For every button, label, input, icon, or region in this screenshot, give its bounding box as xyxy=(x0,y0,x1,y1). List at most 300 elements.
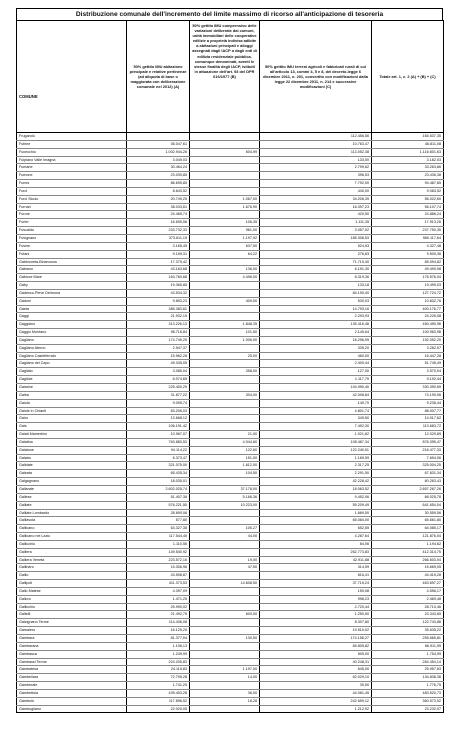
cell-col-b xyxy=(190,289,260,297)
cell-total: 463.697,27 xyxy=(372,580,444,588)
cell-comune: Gagliato xyxy=(17,368,127,376)
cell-col-b: 1.612,00 xyxy=(190,462,260,470)
cell-col-b: 409,50 xyxy=(190,297,260,305)
cell-col-a: 16.695,56 xyxy=(127,219,190,227)
cell-col-b: 637,50 xyxy=(190,242,260,250)
cell-col-a: 373.611,19 xyxy=(127,234,190,242)
cell-col-a: 114.436,08 xyxy=(127,619,190,627)
cell-comune: Funes xyxy=(17,180,127,188)
table-row xyxy=(17,635,444,643)
cell-comune: Gallio xyxy=(17,572,127,580)
cell-col-a: 20.749,25 xyxy=(127,195,190,203)
cell-col-b xyxy=(190,572,260,580)
cell-col-a: 385.383,61 xyxy=(127,305,190,313)
cell-col-b: 36,00 xyxy=(190,689,260,697)
cell-total: 641.654,04 xyxy=(372,501,444,509)
cell-col-b: 64,22 xyxy=(190,250,260,258)
cell-comune: Galatro xyxy=(17,454,127,462)
cell-comune: Galzignano Terme xyxy=(17,619,127,627)
cell-comune: Gamberale xyxy=(17,682,127,690)
table-row xyxy=(17,407,444,415)
cell-col-b xyxy=(190,399,260,407)
cell-col-a: 13.668,12 xyxy=(127,415,190,423)
cell-col-b: 25,00 xyxy=(190,352,260,360)
cell-col-c: 122.240,51 xyxy=(260,446,372,454)
cell-col-b: 10.223,00 xyxy=(190,501,260,509)
cell-col-a: 43.534,32 xyxy=(127,289,190,297)
table-row xyxy=(17,258,444,266)
cell-col-a: 15.306,96 xyxy=(127,564,190,572)
table-row xyxy=(17,274,444,282)
cell-comune: Gambara xyxy=(17,635,127,643)
cell-col-b: 1.676,90 xyxy=(190,203,260,211)
cell-col-c: 2.291,50 xyxy=(260,470,372,478)
cell-total: 16.447,28 xyxy=(372,352,444,360)
table-row xyxy=(17,446,444,454)
cell-total: 1.754,99 xyxy=(372,650,444,658)
cell-comune: Furci Siculo xyxy=(17,195,127,203)
cell-col-a: 576.221,55 xyxy=(127,501,190,509)
cell-col-c: 42.008,84 xyxy=(260,391,372,399)
cell-col-c: 262.773,83 xyxy=(260,548,372,556)
cell-col-c: 16.296,95 xyxy=(260,336,372,344)
cell-comune: Galtelli xyxy=(17,611,127,619)
cell-total: 412.314,75 xyxy=(372,548,444,556)
cell-col-c: 2.293,93 xyxy=(260,313,372,321)
cell-total: 325.004,25 xyxy=(372,462,444,470)
cell-comune: Gaggi xyxy=(17,313,127,321)
cell-col-a: 22.020,05 xyxy=(127,705,190,713)
cell-col-a: 313.226,13 xyxy=(127,321,190,329)
cell-col-a: 18.035,01 xyxy=(127,478,190,486)
cell-comune: Galliera Veneta xyxy=(17,556,127,564)
cell-col-a: 30.464,24 xyxy=(127,164,190,172)
cell-col-b: 19,00 xyxy=(190,556,260,564)
cell-col-a: 2.947,37 xyxy=(127,344,190,352)
cell-total: 67.831,34 xyxy=(372,470,444,478)
cell-col-a: 1.002.944,26 xyxy=(127,148,190,156)
table-row xyxy=(17,619,444,627)
cell-col-b: 961,00 xyxy=(190,227,260,235)
cell-comune: Furore xyxy=(17,211,127,219)
table-row xyxy=(17,344,444,352)
table-row xyxy=(17,336,444,344)
table-row xyxy=(17,556,444,564)
cell-total: 121.876,04 xyxy=(372,533,444,541)
cell-total: 89.094,82 xyxy=(372,258,444,266)
cell-comune: Frugarolo xyxy=(17,133,127,141)
cell-col-c: 524,53 xyxy=(260,242,372,250)
cell-col-c: 37.715,24 xyxy=(260,580,372,588)
cell-col-a: 233.732,33 xyxy=(127,227,190,235)
table-row xyxy=(17,187,444,195)
cell-col-b: 104,50 xyxy=(190,470,260,478)
table-row xyxy=(17,148,444,156)
table-row xyxy=(17,227,444,235)
cell-col-c: 1.250,90 xyxy=(260,611,372,619)
cell-comune: Galliavola xyxy=(17,517,127,525)
cell-col-c: 7.492,30 xyxy=(260,423,372,431)
cell-col-a: 98.716,84 xyxy=(127,329,190,337)
table-title: Distribuzione comunale dell'incremento del limite massimo di ricorso all'anticipazione di tesoreria xyxy=(16,8,443,20)
cell-col-b xyxy=(190,133,260,141)
cell-total: 25.957,83 xyxy=(372,666,444,674)
cell-col-c: 159,08 xyxy=(260,587,372,595)
table-row xyxy=(17,627,444,635)
cell-col-c: 1.169,59 xyxy=(260,454,372,462)
cell-comune: Galbiate xyxy=(17,462,127,470)
cell-col-c: 8.319,36 xyxy=(260,274,372,282)
cell-comune: Furtei xyxy=(17,219,127,227)
cell-col-b xyxy=(190,619,260,627)
cell-total: 9.500,36 xyxy=(372,250,444,258)
table-row xyxy=(17,352,444,360)
cell-comune: Gagliano Castelferrato xyxy=(17,352,127,360)
table-row xyxy=(17,282,444,290)
cell-col-a: 163.760,68 xyxy=(127,274,190,282)
table-row xyxy=(17,172,444,180)
cell-total: 7.694,06 xyxy=(372,454,444,462)
cell-total: 51.745,49 xyxy=(372,360,444,368)
cell-comune: Gambettola xyxy=(17,689,127,697)
cell-col-c: 7.792,00 xyxy=(260,180,372,188)
cell-col-b xyxy=(190,187,260,195)
cell-col-a: 174.749,25 xyxy=(127,336,190,344)
cell-col-c: 174.158,27 xyxy=(260,635,372,643)
table-row xyxy=(17,431,444,439)
cell-col-b xyxy=(190,415,260,423)
cell-col-b xyxy=(190,548,260,556)
table-row xyxy=(17,384,444,392)
cell-total: 10.832,76 xyxy=(372,297,444,305)
table-row xyxy=(17,133,444,141)
cell-comune: Galgagnano xyxy=(17,478,127,486)
cell-total: 15.669,05 xyxy=(372,564,444,572)
cell-comune: Galeata xyxy=(17,470,127,478)
cell-col-c: 6.191,30 xyxy=(260,266,372,274)
table-row xyxy=(17,689,444,697)
cell-total: 1.776,75 xyxy=(372,682,444,690)
cell-col-b: 4.496,00 xyxy=(190,274,260,282)
cell-col-b: 18,28 xyxy=(190,697,260,705)
table-row xyxy=(17,650,444,658)
cell-total: 23.232,97 xyxy=(372,705,444,713)
cell-col-a: 3.085,04 xyxy=(127,368,190,376)
cell-col-c: 44.081,45 xyxy=(260,689,372,697)
cell-total: 65.661,80 xyxy=(372,517,444,525)
cell-comune: Gaiba xyxy=(17,391,127,399)
cell-col-c: 396,53 xyxy=(260,172,372,180)
cell-col-c: 135.416,48 xyxy=(260,321,372,329)
table-row xyxy=(17,234,444,242)
table-row xyxy=(17,501,444,509)
cell-col-c: 335,20 xyxy=(260,344,372,352)
cell-total: 66.911,95 xyxy=(372,642,444,650)
cell-col-c: 65.805,82 xyxy=(260,642,372,650)
cell-col-c: 112.456,56 xyxy=(260,133,372,141)
cell-total: 176.576,04 xyxy=(372,274,444,282)
table-row xyxy=(17,329,444,337)
cell-col-b xyxy=(190,313,260,321)
cell-col-b xyxy=(190,140,260,148)
cell-col-a: 28.890,06 xyxy=(127,509,190,517)
cell-total: 450.490,96 xyxy=(372,321,444,329)
header-col-a: 50% gettito IMU abitazione principale e relative pertinenze (ad aliquota di base o maggiorata con deliberazione comunale nel 2012) (A) xyxy=(127,21,190,133)
cell-total: 12.029,89 xyxy=(372,431,444,439)
cell-col-b: 47,50 xyxy=(190,564,260,572)
cell-comune: Gagliano Aterno xyxy=(17,344,127,352)
cell-col-a: 1.110,56 xyxy=(127,540,190,548)
cell-comune: Gadoni xyxy=(17,297,127,305)
cell-col-c: 460,00 xyxy=(260,352,372,360)
cell-col-c: 998,23 xyxy=(260,595,372,603)
cell-comune: Galliate Lombardo xyxy=(17,509,127,517)
cell-col-c: 35,50 xyxy=(260,682,372,690)
cell-comune: Gagliano del Capo xyxy=(17,360,127,368)
cell-total: 560.117,64 xyxy=(372,234,444,242)
cell-total: 330.390,69 xyxy=(372,384,444,392)
cell-col-a: 117.896,52 xyxy=(127,697,190,705)
cell-comune: Gambellara xyxy=(17,674,127,682)
cell-total: 9.192,44 xyxy=(372,376,444,384)
cell-comune: Gagliole xyxy=(17,376,127,384)
table-row xyxy=(17,580,444,588)
cell-comune: Gagliano xyxy=(17,336,127,344)
cell-comune: Gambassi Terme xyxy=(17,658,127,666)
cell-total: 30.559,56 xyxy=(372,509,444,517)
cell-comune: Galatone xyxy=(17,446,127,454)
table-row xyxy=(17,478,444,486)
cell-comune: Fucecchio xyxy=(17,148,127,156)
cell-total: 3.570,04 xyxy=(372,368,444,376)
table-row xyxy=(17,470,444,478)
cell-total: 483.520,73 xyxy=(372,689,444,697)
cell-col-c: 2.145,64 xyxy=(260,329,372,337)
table-row xyxy=(17,423,444,431)
cell-col-b: 304,00 xyxy=(190,391,260,399)
cell-comune: Gaiole in Chianti xyxy=(17,407,127,415)
cell-comune: Fusine xyxy=(17,242,127,250)
cell-comune: Fumane xyxy=(17,164,127,172)
cell-col-b xyxy=(190,156,260,164)
table-row xyxy=(17,156,444,164)
cell-col-a: 25.990,02 xyxy=(127,603,190,611)
cell-col-c: 108.467,34 xyxy=(260,438,372,446)
cell-col-a: 225.400,29 xyxy=(127,384,190,392)
cell-col-b: 604,99 xyxy=(190,148,260,156)
table-row xyxy=(17,203,444,211)
cell-total: 33.263,86 xyxy=(372,164,444,172)
cell-col-c: 185.308,53 xyxy=(260,234,372,242)
cell-col-a: 8.074,65 xyxy=(127,376,190,384)
table-row xyxy=(17,697,444,705)
cell-total: 56.022,60 xyxy=(372,195,444,203)
cell-total: 19.499,03 xyxy=(372,282,444,290)
cell-col-a: 1.249,99 xyxy=(127,650,190,658)
cell-col-c: 505,00 xyxy=(260,650,372,658)
cell-col-a: 51.407,36 xyxy=(127,493,190,501)
table-row xyxy=(17,297,444,305)
cell-comune: Futani xyxy=(17,250,127,258)
cell-col-b xyxy=(190,172,260,180)
cell-comune: Gaiola xyxy=(17,399,127,407)
cell-col-c: 19.510,02 xyxy=(260,627,372,635)
cell-total: 2.469,48 xyxy=(372,595,444,603)
header-comune: COMUNE xyxy=(17,21,127,133)
cell-col-b: 130,50 xyxy=(190,635,260,643)
table-row xyxy=(17,140,444,148)
cell-col-a: 21.492,75 xyxy=(127,611,190,619)
cell-col-b: 122,60 xyxy=(190,446,260,454)
cell-col-a: 21.932,15 xyxy=(127,313,190,321)
cell-col-a: 49.345,05 xyxy=(127,360,190,368)
cell-total: 1.116.601,63 xyxy=(372,148,444,156)
table-row xyxy=(17,493,444,501)
table-row xyxy=(17,705,444,713)
cell-total: 94.487,85 xyxy=(372,180,444,188)
cell-col-a: 31.877,22 xyxy=(127,391,190,399)
table-row xyxy=(17,587,444,595)
table-row xyxy=(17,360,444,368)
cell-col-b: 14.608,50 xyxy=(190,580,260,588)
cell-col-b: 1.067,00 xyxy=(190,195,260,203)
cell-total: 4.556,17 xyxy=(372,587,444,595)
cell-col-c: 1.111,35 xyxy=(260,219,372,227)
cell-col-a: 16.125,20 xyxy=(127,627,190,635)
cell-col-a: 4.397,09 xyxy=(127,587,190,595)
table-row xyxy=(17,485,444,493)
cell-total: 56.107,74 xyxy=(372,203,444,211)
table-row xyxy=(17,376,444,384)
cell-total: 46.811,08 xyxy=(372,140,444,148)
cell-col-c: 34.206,35 xyxy=(260,195,372,203)
cell-col-a: 63.327,35 xyxy=(127,525,190,533)
cell-comune: Gallese xyxy=(17,493,127,501)
cell-comune: Furnari xyxy=(17,203,127,211)
cell-col-c: 42.228,42 xyxy=(260,478,372,486)
cell-col-c: 62.029,10 xyxy=(260,674,372,682)
cell-total: 9.236,44 xyxy=(372,399,444,407)
cell-col-c: 2.799,62 xyxy=(260,164,372,172)
table-row xyxy=(17,595,444,603)
cell-total: 876.395,47 xyxy=(372,438,444,446)
cell-col-a: 65.435,34 xyxy=(127,470,190,478)
cell-total: 23.343,65 xyxy=(372,611,444,619)
cell-total: 28.710,46 xyxy=(372,603,444,611)
cell-comune: Gallipoli xyxy=(17,580,127,588)
cell-col-a: 24.115,83 xyxy=(127,666,190,674)
cell-comune: Gamalero xyxy=(17,627,127,635)
table-row xyxy=(17,211,444,219)
cell-col-a: 117.544,40 xyxy=(127,533,190,541)
cell-col-a: 8.643,52 xyxy=(127,187,190,195)
cell-col-a: 15.962,28 xyxy=(127,352,190,360)
cell-col-a: 1.471,25 xyxy=(127,595,190,603)
cell-total: 216.477,33 xyxy=(372,446,444,454)
table-row xyxy=(17,164,444,172)
cell-col-a: 36.047,61 xyxy=(127,140,190,148)
cell-total: 134.838,38 xyxy=(372,674,444,682)
cell-total: 4.327,48 xyxy=(372,242,444,250)
cell-col-a: 763.883,53 xyxy=(127,438,190,446)
cell-col-a: 94.114,22 xyxy=(127,446,190,454)
cell-col-c: 349,50 xyxy=(260,415,372,423)
table-row xyxy=(17,289,444,297)
table-row xyxy=(17,438,444,446)
cell-col-b xyxy=(190,509,260,517)
cell-col-b: 5.166,36 xyxy=(190,493,260,501)
cell-col-c: 420,50 xyxy=(260,211,372,219)
table-row xyxy=(17,611,444,619)
cell-col-b: 1.848,35 xyxy=(190,321,260,329)
cell-total: 237.750,35 xyxy=(372,227,444,235)
cell-comune: Gambolò xyxy=(17,697,127,705)
table-row xyxy=(17,517,444,525)
cell-total: 23.436,38 xyxy=(372,172,444,180)
cell-total: 400.176,77 xyxy=(372,305,444,313)
cell-col-b xyxy=(190,540,260,548)
cell-col-c: 9.452,06 xyxy=(260,493,372,501)
cell-col-c: 133,00 xyxy=(260,156,372,164)
cell-col-b xyxy=(190,384,260,392)
cell-col-c: 1.021,82 xyxy=(260,431,372,439)
table-row xyxy=(17,682,444,690)
cell-col-c: 276,83 xyxy=(260,250,372,258)
distribution-table xyxy=(16,20,444,713)
cell-col-b xyxy=(190,650,260,658)
cell-total: 74.190,06 xyxy=(372,391,444,399)
cell-total: 3.182,03 xyxy=(372,156,444,164)
cell-col-c: 10.763,47 xyxy=(260,140,372,148)
table-row xyxy=(17,509,444,517)
cell-col-b xyxy=(190,658,260,666)
table-row xyxy=(17,564,444,572)
cell-col-b xyxy=(190,211,260,219)
cell-total: 14.017,62 xyxy=(372,415,444,423)
table-row xyxy=(17,666,444,674)
cell-col-a: 17.375,42 xyxy=(127,258,190,266)
cell-total: 49.490,98 xyxy=(372,266,444,274)
table-row xyxy=(17,415,444,423)
cell-comune: Gallinaro xyxy=(17,564,127,572)
cell-col-c: 65.084,00 xyxy=(260,517,372,525)
cell-total: 100.963,98 xyxy=(372,329,444,337)
cell-comune: Fuscaldo xyxy=(17,227,127,235)
cell-comune: Gallicano xyxy=(17,525,127,533)
cell-comune: Galloro xyxy=(17,595,127,603)
cell-col-c: 40.248,31 xyxy=(260,658,372,666)
cell-col-a xyxy=(127,133,190,141)
table-row xyxy=(17,399,444,407)
cell-comune: Gambasca xyxy=(17,650,127,658)
cell-col-b: 44,00 xyxy=(190,533,260,541)
cell-col-c: 127,00 xyxy=(260,368,372,376)
cell-col-b: 151,00 xyxy=(190,454,260,462)
cell-comune: Gairo xyxy=(17,415,127,423)
cell-col-b: 1.197,92 xyxy=(190,234,260,242)
cell-col-b: 14,00 xyxy=(190,674,260,682)
cell-col-a: 1.106,13 xyxy=(127,642,190,650)
cell-col-c: 133,18 xyxy=(260,282,372,290)
table-row xyxy=(17,540,444,548)
cell-comune: Gaggio Montano xyxy=(17,329,127,337)
cell-col-b: 101,50 xyxy=(190,329,260,337)
cell-comune: Galatina xyxy=(17,438,127,446)
cell-col-a: 3.049,03 xyxy=(127,156,190,164)
cell-comune: Fusignano xyxy=(17,234,127,242)
cell-comune: Gaby xyxy=(17,282,127,290)
table-row xyxy=(17,266,444,274)
